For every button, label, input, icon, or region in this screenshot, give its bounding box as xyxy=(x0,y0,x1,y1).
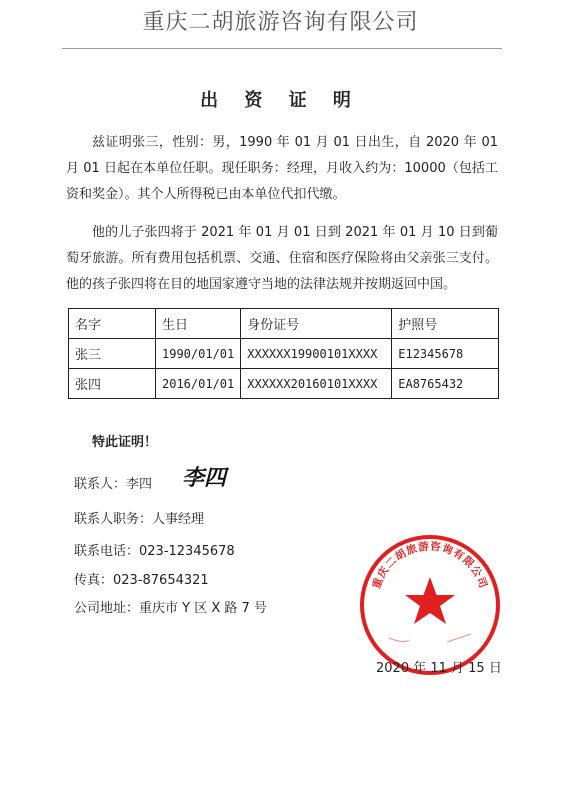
employment-paragraph: 兹证明张三，性别：男，1990 年 01 月 01 日出生，自 2020 年 01 月 01 日起在本单位任职。现任职务：经理，月收入约为：10000（包括工资和奖金）。其个人所得税已由本单位代扣代缴。 xyxy=(66,135,498,202)
letterhead-divider xyxy=(62,48,502,49)
table-row xyxy=(69,369,499,399)
contact-position: 联系人职务：人事经理 xyxy=(74,512,205,527)
cell-birthday: 2016/01/01 xyxy=(156,369,241,399)
header-id-number: 身份证号 xyxy=(241,309,392,339)
contact-phone: 联系电话：023-12345678 xyxy=(74,544,235,559)
cell-id-number: XXXXXX20160101XXXX xyxy=(241,369,392,399)
special-note: 特此证明！ xyxy=(92,435,158,450)
cell-id-number: XXXXXX19900101XXXX xyxy=(241,339,392,369)
header-birthday: 生日 xyxy=(156,309,241,339)
star-icon xyxy=(405,577,455,624)
cell-passport: EA8765432 xyxy=(392,369,499,399)
signature-text: 李四 xyxy=(182,465,227,491)
traveler-table xyxy=(68,308,499,399)
company-seal xyxy=(359,534,501,676)
cell-passport: E12345678 xyxy=(392,339,499,369)
travel-paragraph: 他的儿子张四将于 2021 年 01 月 01 日到 2021 年 01 月 10 日到葡萄牙旅游。所有费用包括机票、交通、住宿和医疗保险将由父亲张三支付。他的孩子张四将在目的地国家遵守当地的法律法规并按期返回中国。 xyxy=(66,225,498,292)
cell-birthday: 1990/01/01 xyxy=(156,339,241,369)
handwritten-signature xyxy=(180,458,238,492)
cell-name: 张三 xyxy=(69,339,156,369)
contact-person: 联系人：李四 xyxy=(74,477,153,492)
table-row xyxy=(69,339,499,369)
company-address: 公司地址：重庆市 Y 区 X 路 7 号 xyxy=(74,601,267,616)
header-passport: 护照号 xyxy=(392,309,499,339)
table-header-row xyxy=(69,309,499,339)
cell-name: 张四 xyxy=(69,369,156,399)
seal-text: 重庆二胡旅游咨询有限公司 xyxy=(370,540,490,591)
document-title: 出 资 证 明 xyxy=(200,90,361,111)
company-letterhead: 重庆二胡旅游咨询有限公司 xyxy=(142,10,419,35)
seal-texture xyxy=(389,634,471,642)
header-name: 名字 xyxy=(69,309,156,339)
contact-fax: 传真：023-87654321 xyxy=(74,573,209,588)
document-date: 2020 年 11 月 15 日 xyxy=(376,661,502,676)
